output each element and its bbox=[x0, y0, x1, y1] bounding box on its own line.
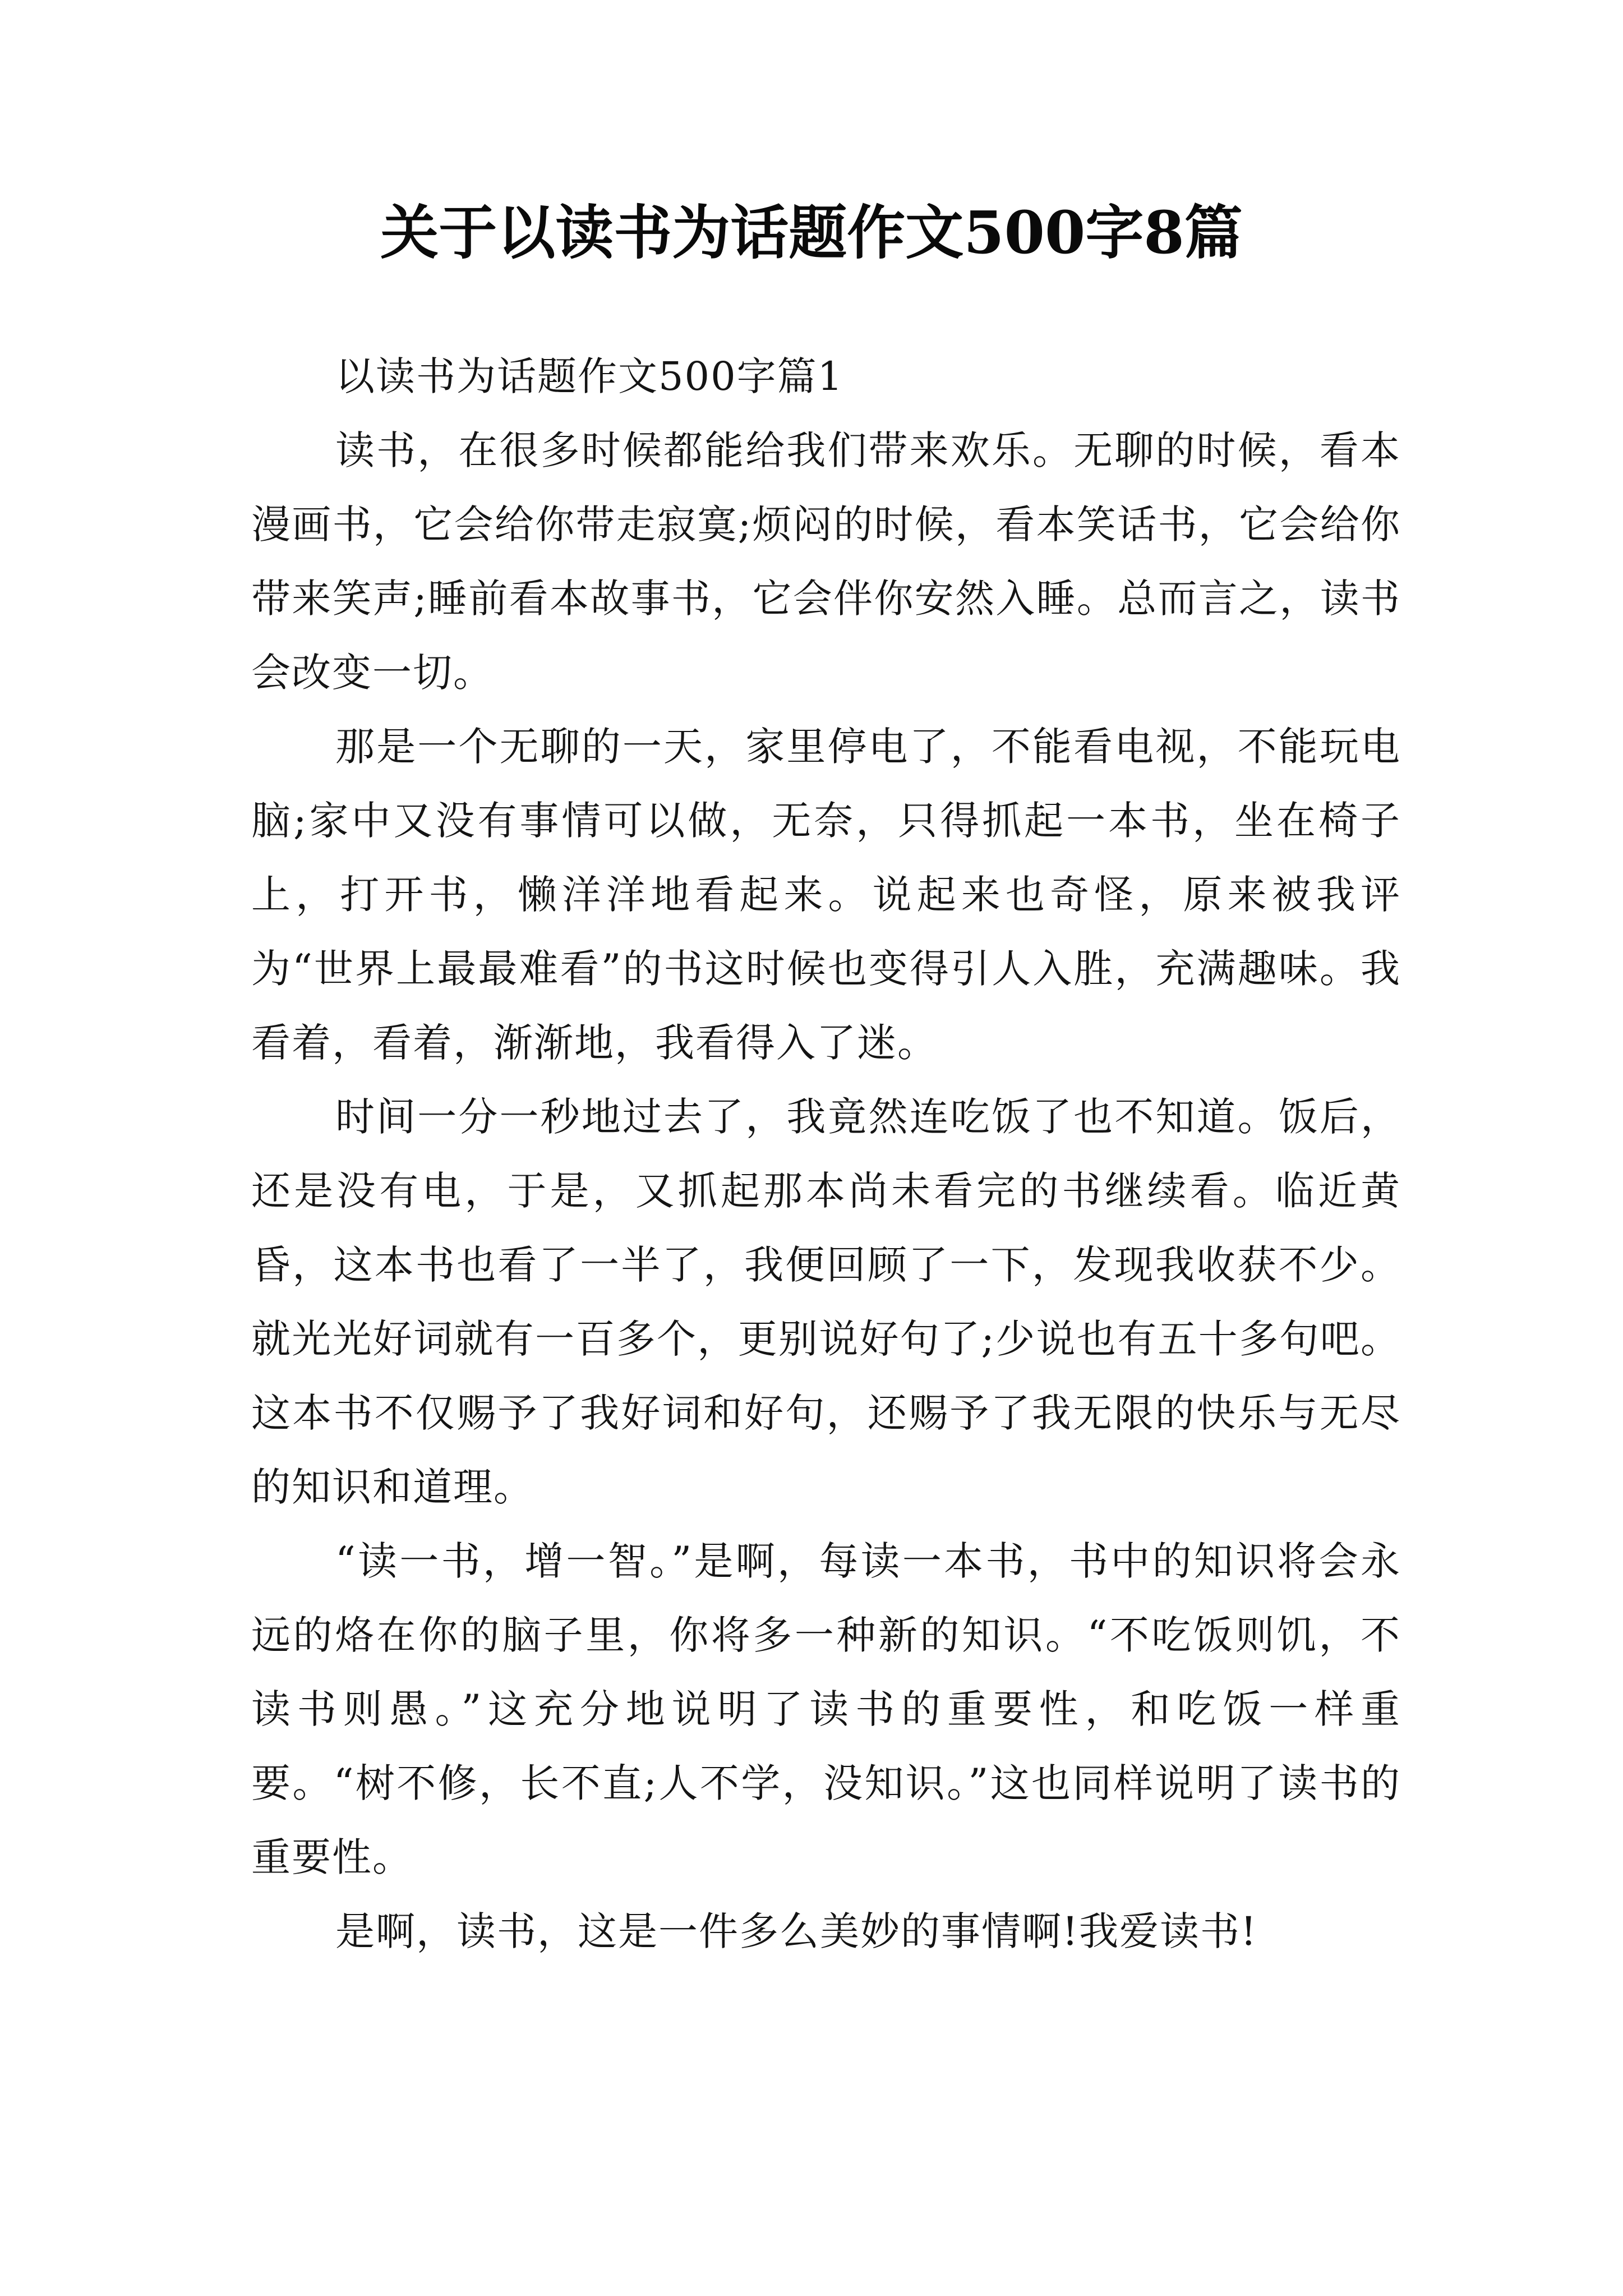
paragraph: 时间一分一秒地过去了，我竟然连吃饭了也不知道。饭后，还是没有电，于是，又抓起那本尚未看完的书继续看。临近黄昏，这本书也看了一半了，我便回顾了一下，发现我收获不少。就光光好词就有一百多个，更别说好句了;少说也有五十多句吧。这本书不仅赐予了我好词和好句，还赐予了我无限的快乐与无尽的知识和道理。 bbox=[251, 1094, 1401, 1510]
section-subtitle: 以读书为话题作文500字篇1 bbox=[335, 353, 844, 399]
paragraph: “读一书，增一智。”是啊，每读一本书，书中的知识将会永远的烙在你的脑子里，你将多一种新的知识。“不吃饭则饥，不读书则愚。”这充分地说明了读书的重要性，和吃饭一样重要。“树不修，长不直;人不学，没知识。”这也同样说明了读书的重要性。 bbox=[251, 1538, 1401, 1880]
document-title: 关于以读书为话题作文500字8篇 bbox=[380, 198, 1243, 267]
paragraph: 那是一个无聊的一天，家里停电了，不能看电视，不能玩电脑;家中又没有事情可以做，无奈，只得抓起一本书，坐在椅子上，打开书，懒洋洋地看起来。说起来也奇怪，原来被我评为“世界上最最难看”的书这时候也变得引人入胜，充满趣味。我看着，看着，渐渐地，我看得入了迷。 bbox=[251, 724, 1401, 1066]
document-body bbox=[251, 339, 1401, 1968]
paragraph: 是啊，读书，这是一件多么美妙的事情啊!我爱读书! bbox=[335, 1908, 1258, 1954]
paragraph: 读书，在很多时候都能给我们带来欢乐。无聊的时候，看本漫画书，它会给你带走寂寞;烦闷的时候，看本笑话书，它会给你带来笑声;睡前看本故事书，它会伴你安然入睡。总而言之，读书会改变一切。 bbox=[251, 427, 1401, 696]
